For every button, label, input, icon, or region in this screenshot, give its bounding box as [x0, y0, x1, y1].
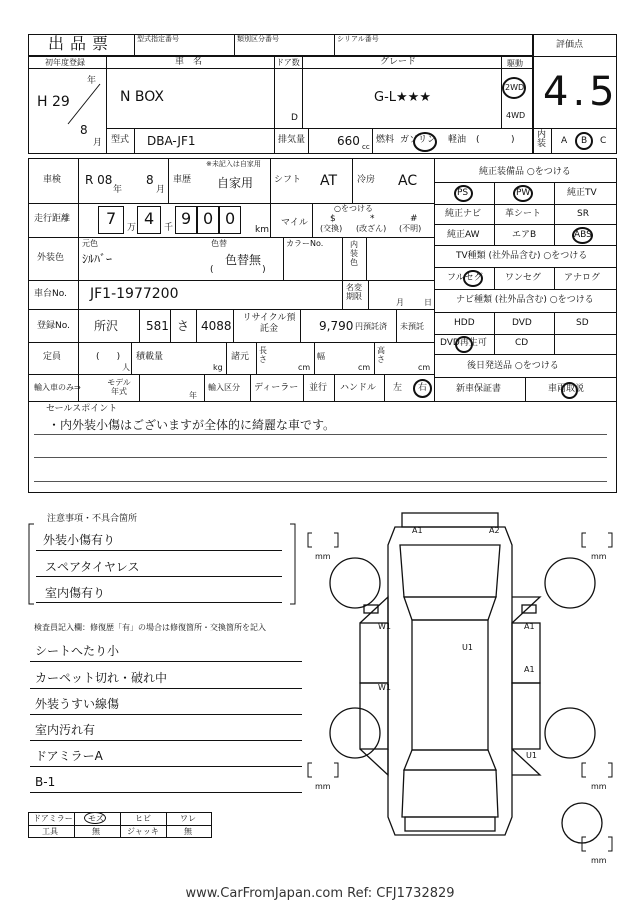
- interior-c: C: [600, 136, 607, 146]
- mm-front-right: mm: [591, 552, 607, 561]
- history-label: 車歴: [173, 175, 192, 185]
- diesel-label: 軽油: [448, 135, 467, 145]
- equip-pw: PW: [516, 188, 531, 198]
- plate-area: 所沢: [94, 319, 119, 333]
- width-unit: cm: [358, 363, 371, 372]
- mileage-digit-3-text: 9: [181, 209, 192, 228]
- repaint-value: 色替無: [225, 253, 262, 267]
- chassis-label: 車台No.: [34, 289, 67, 299]
- equip-ps: PS: [457, 188, 469, 198]
- equip-abs: ABS: [574, 230, 592, 240]
- title-expiry-day: 日: [424, 298, 432, 307]
- diag-u1-bottom: U1: [526, 751, 537, 760]
- import-dealer: ディーラー: [254, 383, 299, 393]
- mm-rear-right: mm: [591, 782, 607, 791]
- title-expiry-month: 月: [396, 298, 404, 307]
- mile-label: マイル: [281, 218, 308, 228]
- width-label: 幅: [317, 352, 325, 361]
- score-value: 4.5: [543, 69, 619, 115]
- original-color-label: 元色: [82, 239, 98, 248]
- displacement-value: 660: [337, 134, 360, 148]
- mileage-digit-1-text: 7: [106, 209, 117, 228]
- plate-label: 登録No.: [37, 321, 70, 331]
- inspector-label: 検査員記入欄：修復歴「有」の場合は修復箇所・交換箇所を記入: [34, 623, 266, 632]
- chassis-no: JF1-1977200: [90, 286, 179, 302]
- mileage-km: km: [255, 225, 269, 235]
- navi-title: ナビ種類 (社外品含む) ○をつける: [456, 295, 594, 305]
- form-title: 出品票: [48, 34, 115, 53]
- note-1: 外装小傷有り: [43, 533, 116, 547]
- navi-hdd: HDD: [454, 318, 475, 328]
- diag-w1-b: W1: [378, 683, 391, 692]
- ac-value: AC: [398, 173, 418, 189]
- fuel-label: 燃料: [376, 135, 395, 145]
- navi-dvd-play-circle: [455, 336, 473, 353]
- diag-a1-top: A1: [412, 526, 423, 535]
- navi-cd: CD: [515, 338, 529, 348]
- first-reg-era: H 29: [37, 94, 70, 110]
- navi-sd: SD: [576, 318, 589, 328]
- grade-value: G-L★★★: [374, 90, 431, 105]
- inspection-month-unit: 月: [156, 185, 166, 195]
- tv-fullseg: フルセグ: [447, 273, 483, 283]
- notes-label: 注意事項・不具合箇所: [47, 514, 138, 524]
- shift-value: AT: [320, 173, 338, 189]
- capacity-label: 定員: [43, 352, 62, 362]
- inspection-year-unit: 年: [113, 185, 123, 195]
- docs-manual: 車両取説: [548, 384, 585, 394]
- equip-ps-circle: [454, 185, 473, 202]
- exchange-symbol: $: [330, 214, 336, 224]
- capacity-paren: ( ): [96, 352, 121, 362]
- drive-2wd: 2WD: [505, 83, 525, 92]
- first-reg-year-unit: 年: [87, 76, 97, 86]
- length-label: 長さ: [259, 346, 267, 364]
- equip-airbag: エアB: [512, 230, 537, 240]
- first-reg-month: 8: [80, 123, 88, 137]
- handle-left: 左: [393, 383, 403, 393]
- handle-right-circle: [413, 379, 432, 398]
- ac-label: 冷房: [357, 175, 376, 185]
- drive-label: 駆動: [507, 59, 523, 68]
- interior-b: B: [581, 136, 588, 146]
- capacity-unit: 人: [122, 363, 130, 372]
- score-label: 評価点: [556, 40, 584, 50]
- handle-right: 右: [418, 383, 428, 393]
- note-3: 室内傷有り: [45, 586, 106, 600]
- displacement-unit: cc: [362, 143, 370, 151]
- parts-tools: 工具: [42, 827, 58, 836]
- docs-title: 後日発送品 ○をつける: [467, 361, 559, 371]
- diag-w1-a: W1: [378, 622, 391, 631]
- mileage-circle-hint: ○をつける: [334, 204, 373, 213]
- note-2: スペアタイヤレス: [45, 560, 140, 574]
- mileage-label: 走行距離: [34, 214, 71, 224]
- inspection-month: 8: [146, 173, 154, 187]
- equip-tv: 純正TV: [567, 188, 597, 198]
- tv-fullseg-circle: [463, 270, 483, 287]
- docs-warranty: 新車保証書: [456, 384, 502, 394]
- mileage-sen: 千: [164, 223, 174, 233]
- inspection-label: 車検: [43, 175, 62, 185]
- car-diagram: [300, 505, 620, 865]
- diesel-paren: ( ): [476, 135, 515, 145]
- navi-dvd-play: DVD再生可: [440, 338, 487, 348]
- equip-abs-circle: [572, 227, 593, 244]
- mm-rear-left: mm: [315, 782, 331, 791]
- parts-hibi: ヒビ: [135, 814, 151, 823]
- model-code-label: 型式指定番号: [137, 35, 179, 43]
- plate-class: 581: [146, 319, 169, 333]
- color-label: 外装色: [37, 253, 65, 263]
- original-color: ｼﾙﾊﾞｰ: [82, 252, 113, 266]
- altered-symbol: *: [370, 214, 375, 224]
- inspector-3: 外装うすい線傷: [35, 697, 120, 711]
- handle-label: ハンドル: [340, 383, 377, 393]
- plate-no: 4088: [201, 319, 232, 333]
- repaint-paren: ( ): [210, 265, 266, 275]
- mileage-man: 万: [127, 223, 137, 233]
- model-type: DBA-JF1: [147, 134, 196, 148]
- tv-analog: アナログ: [564, 273, 601, 283]
- diag-a1-right-mid: A1: [524, 665, 535, 674]
- parts-mozu-circle: [84, 812, 106, 824]
- date-slash: [66, 82, 102, 126]
- car-name-label: 車 名: [175, 57, 203, 67]
- not-deposited: 未預託: [400, 322, 424, 331]
- drive-2wd-circle: [502, 77, 526, 99]
- tv-title: TV種類 (社外品含む) ○をつける: [456, 251, 588, 261]
- mileage-digit-5-text: 0: [225, 209, 236, 228]
- model-type-label: 型式: [111, 135, 130, 145]
- plate-kana: さ: [177, 319, 190, 333]
- equip-navi: 純正ナビ: [445, 209, 482, 219]
- sales-point-label: セールスポイント: [46, 404, 118, 414]
- inspector-6: B-1: [35, 775, 56, 789]
- diag-u1-center: U1: [462, 643, 473, 652]
- parts-jack-value: 無: [184, 827, 192, 836]
- fuel-circle: [413, 132, 437, 152]
- model-year-unit: 年: [189, 391, 197, 400]
- serial-label: シリアル番号: [337, 35, 379, 43]
- inspector-1: シートへたり小: [35, 644, 120, 658]
- equip-leather: 革シート: [505, 209, 542, 219]
- interior-color-label: 内装色: [350, 240, 358, 267]
- mileage-digit-4-text: 0: [203, 209, 214, 228]
- length-unit: cm: [298, 363, 311, 372]
- load-unit: kg: [213, 363, 223, 372]
- sales-point-text: ・内外装小傷はございますが全体的に綺麗な車です。: [48, 418, 336, 432]
- color-no-label: カラーNo.: [286, 239, 324, 248]
- first-reg-label: 初年度登録: [45, 58, 85, 67]
- door-letter: D: [291, 113, 298, 123]
- interior-label: 内装: [537, 130, 547, 149]
- diag-a1-right-top: A1: [524, 622, 535, 631]
- inspector-2: カーペット切れ・破れ中: [35, 671, 168, 685]
- category-label: 類別区分番号: [237, 35, 279, 43]
- docs-manual-circle: [561, 382, 578, 399]
- parts-tools-value: 無: [92, 827, 100, 836]
- unknown-label: (不明): [399, 224, 422, 233]
- interior-a: A: [561, 136, 568, 146]
- inspector-4: 室内汚れ有: [35, 723, 96, 737]
- first-reg-month-unit: 月: [93, 138, 103, 148]
- equip-aw: 純正AW: [447, 230, 480, 240]
- inspector-5: ドアミラーA: [35, 749, 103, 763]
- equip-pw-circle: [513, 185, 533, 202]
- recycle-unit: 円預託済: [355, 322, 387, 331]
- drive-4wd: 4WD: [506, 111, 526, 120]
- unknown-symbol: #: [410, 214, 418, 224]
- import-type-label: 輸入区分: [208, 383, 240, 392]
- footer-ref: www.CarFromJapan.com Ref: CFJ1732829: [185, 886, 455, 901]
- car-name: N BOX: [120, 89, 164, 105]
- history-value: 自家用: [217, 176, 254, 190]
- repaint-label: 色替: [211, 239, 227, 248]
- parts-mozu: モズ: [88, 814, 104, 823]
- inspection-era: R 08: [85, 173, 113, 187]
- mileage-digit-2-text: 4: [144, 209, 155, 228]
- import-label: 輸入車のみ⇒: [34, 383, 81, 392]
- interior-b-circle: [575, 132, 593, 150]
- shift-label: シフト: [274, 175, 302, 185]
- height-label: 高さ: [377, 346, 385, 364]
- recycle-label: リサイクル預託金: [242, 313, 296, 334]
- standard-equip-title: 純正装備品 ○をつける: [479, 167, 571, 177]
- doors-label: ドア数: [276, 58, 300, 67]
- diag-a2-top: A2: [489, 526, 500, 535]
- title-expiry-label: 名変期限: [346, 283, 362, 301]
- displacement-label: 排気量: [278, 135, 306, 145]
- model-year-label: モデル年式: [107, 378, 131, 396]
- parts-ware: ワレ: [180, 814, 196, 823]
- load-label: 積載量: [136, 352, 164, 362]
- history-note: ※未記入は自家用: [206, 160, 261, 168]
- navi-dvd: DVD: [512, 318, 532, 328]
- fuel-value: ガソリン: [400, 135, 437, 145]
- exchange-label: (交換): [320, 224, 343, 233]
- altered-label: (改ざん): [356, 224, 387, 233]
- height-unit: cm: [418, 363, 431, 372]
- grade-label: グレード: [380, 57, 417, 67]
- mm-front-left: mm: [315, 552, 331, 561]
- tv-oneseg: ワンセグ: [505, 273, 542, 283]
- equip-sr: SR: [577, 209, 589, 219]
- parts-mirror: ドアミラー: [33, 814, 73, 823]
- import-parallel: 並行: [309, 383, 328, 393]
- dims-label: 諸元: [231, 352, 250, 362]
- parts-jack: ジャッキ: [127, 827, 159, 836]
- mm-spare: mm: [591, 856, 607, 865]
- recycle-value: 9,790: [319, 319, 354, 333]
